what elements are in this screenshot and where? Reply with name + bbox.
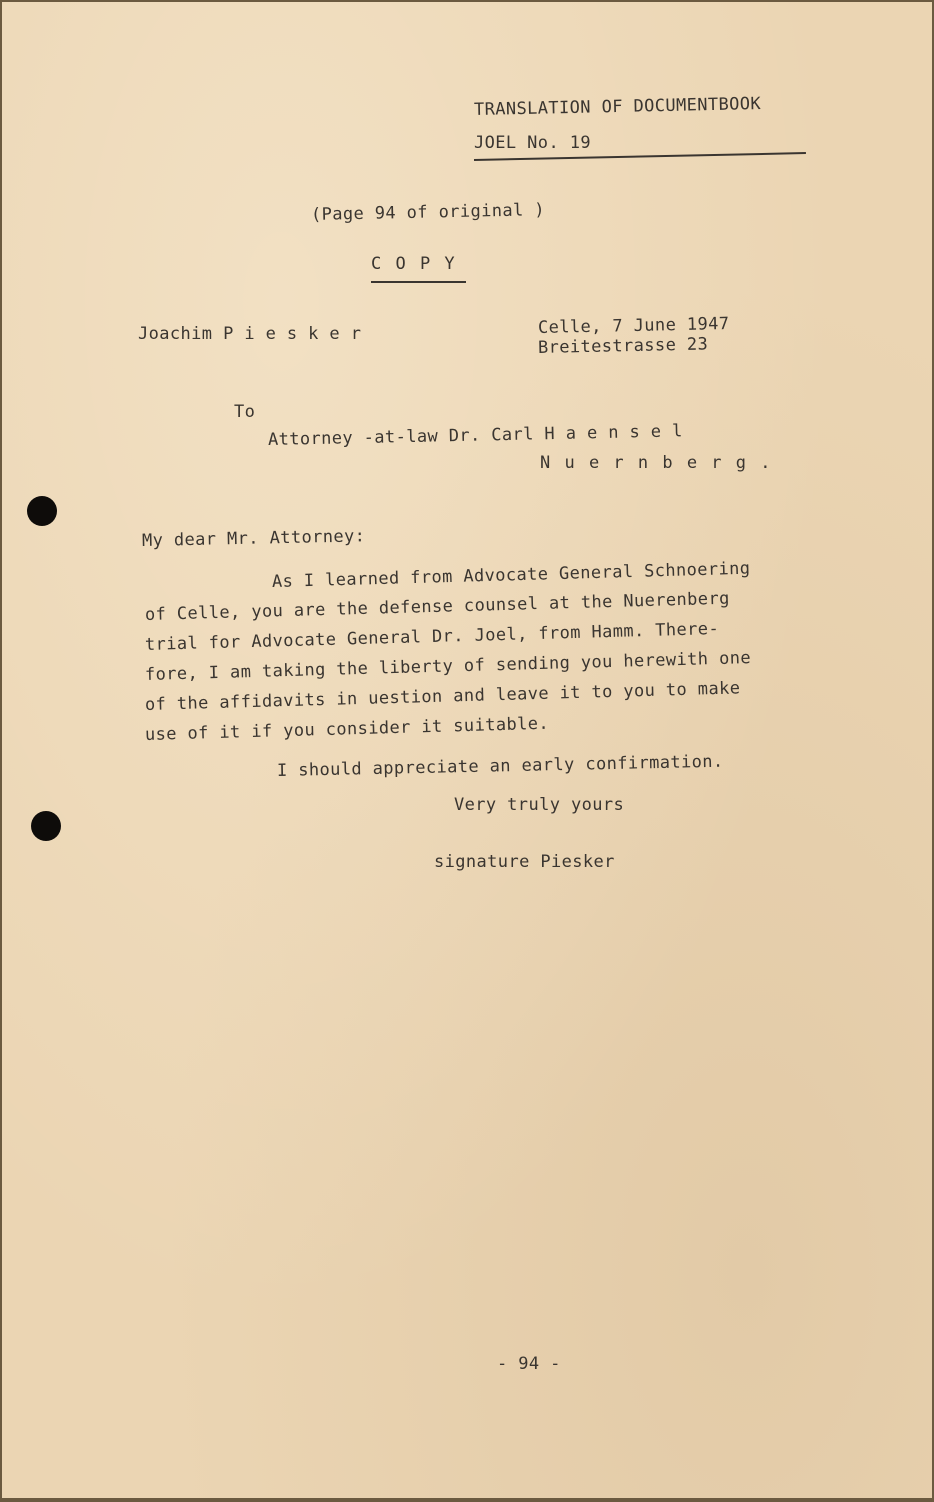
body-line-5: of the affidavits in uestion and leave it to you to make	[144, 678, 741, 715]
body-line-1: As I learned from Advocate General Schnoering	[271, 558, 751, 592]
body-line-6: use of it if you consider it suitable.	[144, 713, 550, 745]
complimentary-close: Very truly yours	[454, 795, 625, 815]
body-line-3: trial for Advocate General Dr. Joel, from Hamm. There-	[144, 618, 720, 655]
page-number: - 94 -	[497, 1354, 561, 1374]
copy-label: C O P Y	[371, 254, 457, 274]
document-page	[2, 2, 932, 1498]
signature-line: signature Piesker	[434, 852, 615, 872]
salutation: My dear Mr. Attorney:	[141, 526, 366, 551]
sender-place-date: Celle, 7 June 1947	[537, 313, 730, 338]
sender-name: Joachim P i e s k e r	[138, 324, 362, 344]
recipient-to: To	[234, 402, 256, 422]
header-underline	[474, 152, 806, 161]
header-docbook-number: JOEL No. 19	[474, 133, 591, 153]
sender-street: Breitestrasse 23	[537, 334, 709, 358]
recipient-city: N u e r n b e r g .	[540, 453, 773, 473]
copy-underline	[371, 281, 466, 283]
page-reference: (Page 94 of original )	[310, 200, 546, 225]
closing-sentence: I should appreciate an early confirmation.	[276, 751, 724, 781]
recipient-name: Attorney -at-law Dr. Carl H a e n s e l	[267, 421, 683, 450]
body-line-2: of Celle, you are the defense counsel at the Nuerenberg	[144, 588, 730, 625]
body-line-4: fore, I am taking the liberty of sending you herewith one	[144, 648, 752, 685]
punch-hole-top	[27, 496, 57, 526]
header-title: TRANSLATION OF DOCUMENTBOOK	[473, 93, 762, 120]
punch-hole-bottom	[31, 811, 61, 841]
